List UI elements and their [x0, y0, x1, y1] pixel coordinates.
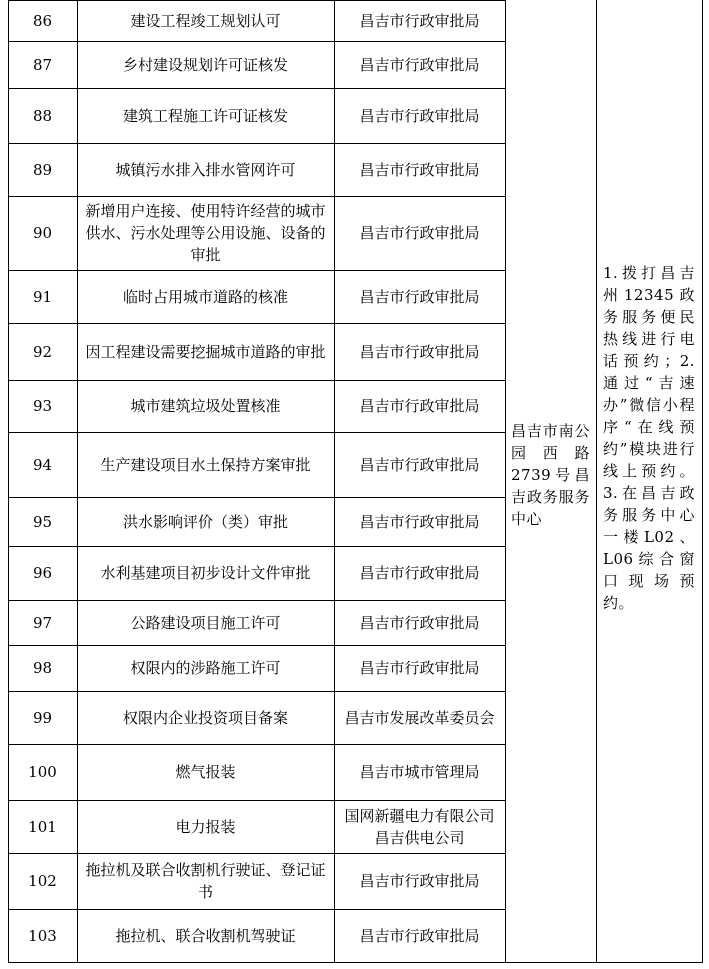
- column-rule: [702, 0, 703, 962]
- column-rule: [596, 0, 597, 962]
- column-rule: [77, 0, 78, 962]
- row-number: 102: [28, 872, 57, 890]
- service-item: 城市建筑垃圾处置核准: [130, 397, 281, 415]
- row-number: 88: [32, 106, 53, 125]
- service-item: 洪水影响评价（类）审批: [122, 512, 288, 531]
- row-rule: [8, 497, 506, 498]
- row-rule: [8, 853, 506, 854]
- service-item: 拖拉机、联合收割机驾驶证: [115, 926, 296, 945]
- service-item: 权限内企业投资项目备案: [122, 708, 288, 727]
- row-number: 89: [32, 160, 53, 179]
- row-rule: [8, 645, 506, 646]
- row-rule: [8, 691, 506, 692]
- service-item: 燃气报装: [175, 763, 236, 781]
- row-rule: [8, 600, 506, 601]
- row-number: 96: [32, 564, 53, 582]
- row-number: 86: [32, 11, 53, 30]
- service-item: 权限内的涉路施工许可: [130, 659, 281, 677]
- row-number: 98: [32, 659, 53, 677]
- booking-methods: 1.拨打昌吉州12345政务服务便民热线进行电话预约；2.通过“吉速办”微信小程序“在线预约”模块进行线上预约。3.在昌吉政务服务中心一楼L02、L06综合窗口现场预约。: [603, 264, 695, 612]
- service-item: 生产建设项目水土保持方案审批: [100, 455, 311, 474]
- handling-department: 昌吉市行政审批局: [359, 397, 480, 415]
- row-number: 91: [32, 287, 53, 306]
- handling-department: 昌吉市行政审批局: [359, 11, 480, 30]
- row-rule: [8, 41, 506, 42]
- service-item: 因工程建设需要挖掘城市道路的审批: [85, 342, 326, 361]
- row-number: 95: [32, 512, 53, 531]
- row-rule: [8, 270, 506, 271]
- handling-department: 昌吉市行政审批局: [359, 224, 480, 242]
- handling-department: 昌吉市行政审批局: [359, 342, 480, 361]
- column-rule: [8, 0, 9, 962]
- service-item: 拖拉机及联合收割机行驶证、登记证书: [85, 861, 326, 901]
- row-rule: [8, 0, 506, 1]
- service-item: 水利基建项目初步设计文件审批: [100, 564, 311, 582]
- row-number: 99: [32, 708, 53, 727]
- handling-department: 昌吉市发展改革委员会: [344, 708, 495, 727]
- handling-department: 昌吉市行政审批局: [359, 106, 480, 125]
- row-rule: [8, 909, 506, 910]
- service-item: 建设工程竣工规划认可: [130, 11, 281, 30]
- row-number: 90: [32, 224, 53, 242]
- row-number: 92: [32, 342, 53, 361]
- row-rule: [8, 143, 506, 144]
- handling-department: 昌吉市行政审批局: [359, 659, 480, 677]
- row-number: 100: [28, 763, 57, 781]
- handling-department: 昌吉市行政审批局: [359, 160, 480, 179]
- row-rule: [8, 800, 506, 801]
- row-rule: [8, 380, 506, 381]
- service-item: 乡村建设规划许可证核发: [122, 55, 288, 74]
- service-item: 临时占用城市道路的核准: [122, 287, 288, 306]
- row-rule: [8, 962, 703, 963]
- column-rule: [505, 0, 506, 962]
- service-address: 昌吉市南公园西路2739号昌吉政务服务中心: [511, 422, 590, 528]
- row-rule: [8, 88, 506, 89]
- row-rule: [8, 196, 506, 197]
- handling-department: 昌吉市行政审批局: [359, 872, 480, 890]
- row-number: 87: [32, 55, 53, 74]
- column-rule: [334, 0, 335, 962]
- row-number: 94: [32, 455, 53, 474]
- row-rule: [8, 546, 506, 547]
- row-number: 97: [32, 613, 53, 632]
- handling-department: 国网新疆电力有限公司昌吉供电公司: [344, 806, 495, 847]
- handling-department: 昌吉市行政审批局: [359, 564, 480, 582]
- handling-department: 昌吉市行政审批局: [359, 287, 480, 306]
- service-item: 城镇污水排入排水管网许可: [115, 160, 296, 179]
- service-item: 公路建设项目施工许可: [130, 613, 281, 632]
- row-rule: [8, 432, 506, 433]
- row-number: 103: [28, 926, 57, 945]
- handling-department: 昌吉市行政审批局: [359, 613, 480, 632]
- handling-department: 昌吉市行政审批局: [359, 55, 480, 74]
- row-rule: [8, 323, 506, 324]
- row-number: 93: [32, 397, 53, 415]
- handling-department: 昌吉市城市管理局: [359, 763, 480, 781]
- handling-department: 昌吉市行政审批局: [359, 512, 480, 531]
- handling-department: 昌吉市行政审批局: [359, 926, 480, 945]
- service-item: 新增用户连接、使用特许经营的城市供水、污水处理等公用设施、设备的审批: [85, 202, 326, 264]
- row-number: 101: [28, 817, 57, 836]
- handling-department: 昌吉市行政审批局: [359, 455, 480, 474]
- service-item: 电力报装: [175, 817, 236, 836]
- service-item: 建筑工程施工许可证核发: [122, 106, 288, 125]
- row-rule: [8, 744, 506, 745]
